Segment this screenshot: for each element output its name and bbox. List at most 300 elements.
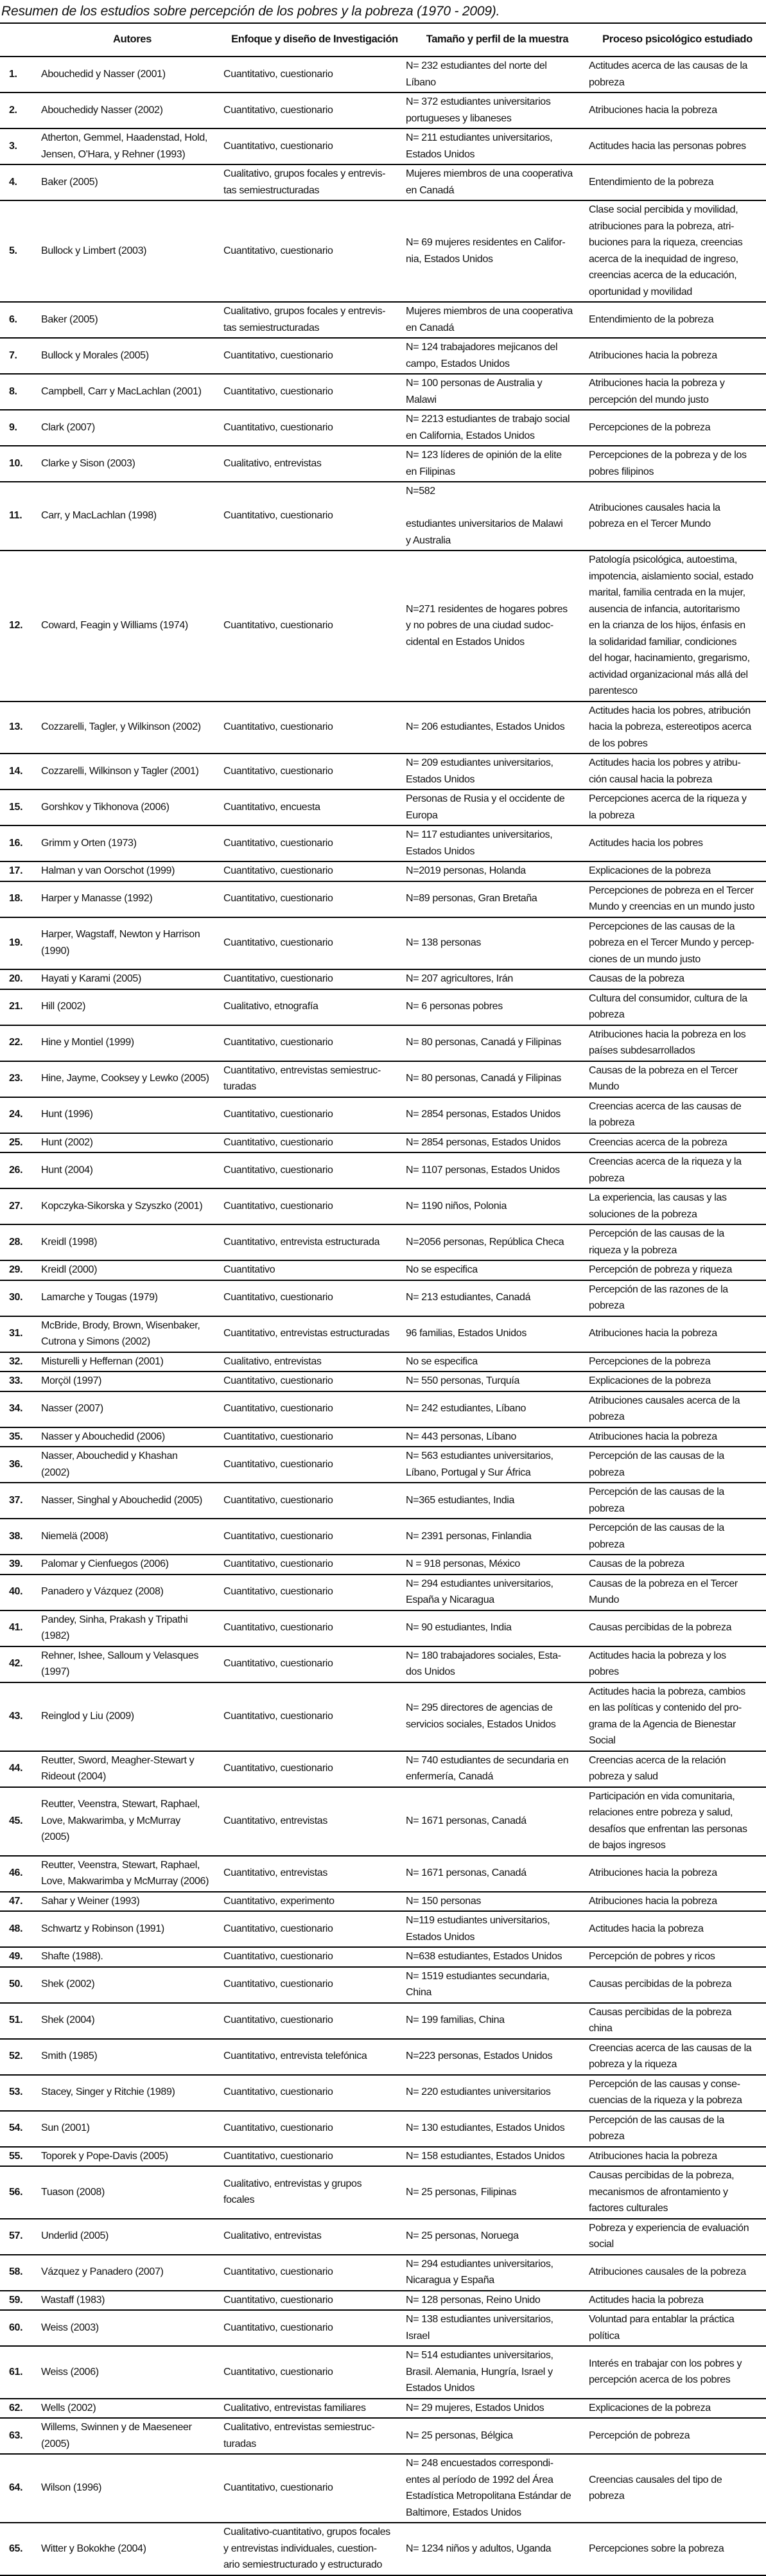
cell-autores: Underlid (2005) (41, 2230, 109, 2242)
cell-enfoque: Cuantitativo, cuestionario (223, 2366, 333, 2378)
cell-autores: Harper, Wagstaff, Newton y Harrison (1990) (41, 929, 200, 957)
row-number: 11. (9, 510, 22, 522)
table-row (0, 374, 766, 410)
cell-autores: Nasser, Singhal y Abouchedid (2005) (41, 1494, 203, 1506)
row-number: 21. (9, 1001, 23, 1012)
cell-autores: McBride, Brody, Brown, Wisenbaker, Cutrona y Simons (2002) (41, 1319, 200, 1347)
cell-autores: Wastaff (1983) (41, 2294, 105, 2306)
cell-proceso: Cultura del consumidor, cultura de la pobreza (589, 992, 747, 1020)
cell-autores: Clarke y Sison (2003) (41, 457, 135, 469)
cell-enfoque: Cualitativo, entrevistas (223, 2230, 322, 2242)
cell-enfoque: Cuantitativo, cuestionario (223, 837, 333, 849)
cell-proceso: Percepciones sobre la pobreza (589, 2543, 724, 2554)
table-row (0, 825, 766, 861)
table-row (0, 2166, 766, 2219)
cell-proceso: Creencias acerca de las causas de la pobreza y la riqueza (589, 2042, 752, 2070)
table-row (0, 2003, 766, 2039)
cell-proceso: Actitudes hacia la pobreza y los pobres (589, 1650, 726, 1677)
cell-enfoque: Cuantitativo, cuestionario (223, 2294, 333, 2306)
cell-proceso: Percepción de las causas de la pobreza (589, 2114, 724, 2142)
cell-muestra: N= 2854 personas, Estados Unidos (406, 1136, 561, 1148)
cell-enfoque: Cuantitativo, cuestionario (223, 1763, 333, 1774)
header-proceso: Proceso psicológico estudiado (602, 33, 753, 45)
cell-muestra: N= 211 estudiantes universitarios, Estados Unidos (406, 132, 553, 160)
cell-muestra: N= 2854 personas, Estados Unidos (406, 1109, 561, 1120)
table-row (0, 1372, 766, 1391)
cell-muestra: Mujeres miembros de una cooperativa en Canadá (406, 306, 573, 333)
cell-enfoque: Cuantitativo, cuestionario (223, 865, 333, 876)
cell-enfoque: Cualitativo, grupos focales y entrevis- tas semiestructuradas (223, 306, 386, 333)
table-row (0, 2219, 766, 2255)
cell-autores: Nasser (2007) (41, 1403, 103, 1415)
cell-enfoque: Cuantitativo, cuestionario (223, 1458, 333, 1470)
row-number: 25. (9, 1136, 23, 1148)
row-number: 40. (9, 1586, 23, 1598)
cell-enfoque: Cuantitativo, cuestionario (223, 1431, 333, 1442)
table-row (0, 1061, 766, 1097)
cell-enfoque: Cuantitativo, entrevistas estructuradas (223, 1328, 390, 1339)
cell-autores: Abouchedidy Nasser (2002) (41, 104, 163, 116)
cell-muestra: N= 69 mujeres residentes en Califor- nia, Estados Unidos (406, 237, 566, 265)
row-number: 35. (9, 1431, 23, 1442)
cell-muestra: N= 180 trabajadores sociales, Esta- dos Unidos (406, 1650, 561, 1677)
row-number: 52. (9, 2051, 23, 2062)
cell-proceso: Atribuciones causales acerca de la pobreza (589, 1395, 740, 1422)
row-number: 36. (9, 1458, 23, 1470)
cell-proceso: Actitudes hacia los pobres, atribución hacia la pobreza, estereotipos acerca de los pobres (589, 705, 751, 749)
row-number: 20. (9, 973, 23, 984)
row-number: 39. (9, 1558, 23, 1569)
row-number: 16. (9, 837, 23, 849)
cell-enfoque: Cuantitativo, cuestionario (223, 385, 333, 397)
table-row (0, 1097, 766, 1133)
row-number: 31. (9, 1328, 23, 1339)
cell-enfoque: Cuantitativo, cuestionario (223, 2015, 333, 2026)
cell-enfoque: Cuantitativo, cuestionario (223, 2150, 333, 2162)
cell-muestra: N= 25 personas, Bélgica (406, 2430, 513, 2441)
table-row (0, 1646, 766, 1682)
table-row (0, 338, 766, 374)
cell-muestra: N= 295 directores de agencias de servicios sociales, Estados Unidos (406, 1702, 556, 1730)
cell-enfoque: Cuantitativo, entrevistas semiestruc- turadas (223, 1064, 381, 1092)
cell-enfoque: Cuantitativo, cuestionario (223, 104, 333, 116)
cell-proceso: Actitudes hacia las personas pobres (589, 140, 746, 152)
cell-muestra: N= 100 personas de Australia y Malawi (406, 378, 543, 405)
cell-proceso: Explicaciones de la pobreza (589, 1375, 711, 1386)
cell-proceso: Percepción de pobres y ricos (589, 1951, 715, 1962)
cell-proceso: Creencias causales del tipo de pobreza (589, 2474, 722, 2501)
cell-muestra: N= 150 personas (406, 1895, 482, 1907)
row-number: 44. (9, 1763, 23, 1774)
row-number: 8. (9, 385, 17, 397)
cell-muestra: N= 242 estudiantes, Líbano (406, 1403, 527, 1415)
cell-autores: Carr, y MacLachlan (1998) (41, 510, 157, 522)
table-row (0, 2399, 766, 2419)
row-number: 45. (9, 1815, 23, 1826)
cell-autores: Abouchedid y Nasser (2001) (41, 68, 166, 80)
table-row (0, 1133, 766, 1153)
cell-proceso: Causas de la pobreza en el Tercer Mundo (589, 1578, 738, 1605)
cell-autores: Bullock y Morales (2005) (41, 349, 149, 361)
cell-autores: Wilson (1996) (41, 2482, 102, 2494)
cell-proceso: Atribuciones causales hacia la pobreza en el Tercer Mundo (589, 502, 720, 529)
row-number: 38. (9, 1530, 23, 1542)
cell-enfoque: Cuantitativo, cuestionario (223, 765, 333, 777)
cell-proceso: Percepción de pobreza y riqueza (589, 1264, 733, 1275)
cell-autores: Witter y Bokokhe (2004) (41, 2543, 146, 2554)
cell-proceso: Atribuciones hacia la pobreza (589, 1431, 717, 1442)
table-row (0, 701, 766, 754)
cell-enfoque: Cuantitativo, cuestionario (223, 1586, 333, 1598)
cell-enfoque: Cualitativo, grupos focales y entrevis- tas semiestructuradas (223, 168, 386, 196)
cell-autores: Hunt (1996) (41, 1109, 93, 1120)
cell-autores: Hunt (2004) (41, 1164, 93, 1176)
cell-autores: Rehner, Ishee, Salloum y Velasques (1997) (41, 1650, 199, 1677)
cell-proceso: Causas percibidas de la pobreza china (589, 2006, 732, 2034)
row-number: 62. (9, 2402, 23, 2413)
row-number: 33. (9, 1375, 23, 1386)
cell-enfoque: Cuantitativo, cuestionario (223, 893, 333, 904)
cell-autores: Shek (2004) (41, 2015, 95, 2026)
cell-muestra: N= 563 estudiantes universitarios, Líbano, Portugal y Sur África (406, 1451, 553, 1478)
cell-muestra: N=223 personas, Estados Unidos (406, 2051, 553, 2062)
cell-muestra: N= 248 encuestados correspondi- entes al período de 1992 del Área Estadística Metropolitana Estándar de Baltimore, Estados Unidos (406, 2458, 571, 2518)
cell-enfoque: Cualitativo, entrevistas familiares (223, 2402, 366, 2413)
cell-proceso: Interés en trabajar con los pobres y percepción acerca de los pobres (589, 2358, 742, 2386)
table-row (0, 1224, 766, 1260)
cell-muestra: N= 123 líderes de opinión de la elite en Filipinas (406, 450, 562, 477)
cell-proceso: Percepciones de la pobreza y de los pobres filipinos (589, 450, 747, 477)
table-row (0, 93, 766, 128)
cell-muestra: N=271 residentes de hogares pobres y no pobres de una ciudad sudoc- cidental en Estados Unidos (406, 603, 568, 648)
table-row (0, 861, 766, 881)
cell-enfoque: Cuantitativo, cuestionario (223, 937, 333, 948)
cell-enfoque: Cuantitativo, cuestionario (223, 421, 333, 433)
table-row (0, 1447, 766, 1483)
cell-enfoque: Cuantitativo, cuestionario (223, 2266, 333, 2278)
cell-enfoque: Cuantitativo (223, 1264, 275, 1275)
table-row (0, 1152, 766, 1188)
row-number: 30. (9, 1292, 23, 1303)
table-row (0, 2346, 766, 2399)
cell-muestra: N=2019 personas, Holanda (406, 865, 526, 876)
table-row (0, 790, 766, 825)
cell-proceso: Entendimiento de la pobreza (589, 313, 714, 325)
table-body (0, 57, 766, 2575)
cell-muestra: N= 514 estudiantes universitarios, Brasil. Alemania, Hungría, Israel y Estados Unidos (406, 2350, 553, 2394)
row-number: 10. (9, 457, 23, 469)
cell-muestra: N= 372 estudiantes universitarios portugueses y libaneses (406, 96, 551, 124)
cell-proceso: Clase social percibida y movilidad, atribuciones para la pobreza, atri- buciones para la riqueza, creencias acerca de la inequidad de ingreso, creencias acerca de la educación, oportunidad y movilidad (589, 204, 743, 297)
table-row (0, 1555, 766, 1575)
cell-autores: Wells (2002) (41, 2402, 96, 2413)
cell-muestra: N= 1107 personas, Estados Unidos (406, 1164, 560, 1176)
cell-proceso: Actitudes acerca de las causas de la pobreza (589, 60, 748, 88)
cell-proceso: Creencias acerca de la relación pobreza y salud (589, 1754, 726, 1782)
table-row (0, 302, 766, 338)
cell-autores: Schwartz y Robinson (1991) (41, 1923, 164, 1934)
table-row (0, 1575, 766, 1610)
cell-enfoque: Cuantitativo, cuestionario (223, 510, 333, 522)
table-row (0, 2075, 766, 2111)
table-row (0, 551, 766, 701)
row-number: 65. (9, 2543, 23, 2554)
row-number: 34. (9, 1403, 23, 1415)
cell-autores: Weiss (2003) (41, 2322, 99, 2333)
row-number: 47. (9, 1895, 23, 1907)
cell-autores: Baker (2005) (41, 313, 98, 325)
cell-proceso: Atribuciones hacia la pobreza (589, 104, 717, 116)
cell-proceso: Actitudes hacia los pobres (589, 837, 703, 849)
cell-muestra: No se especifica (406, 1264, 478, 1275)
cell-proceso: Causas percibidas de la pobreza, mecanismos de afrontamiento y factores culturales (589, 2170, 735, 2214)
cell-autores: Panadero y Vázquez (2008) (41, 1586, 164, 1598)
cell-muestra: N=365 estudiantes, India (406, 1494, 515, 1506)
row-number: 43. (9, 1710, 23, 1722)
cell-muestra: N= 207 agricultores, Irán (406, 973, 513, 984)
row-number: 24. (9, 1109, 23, 1120)
cell-autores: Coward, Feagin y Williams (1974) (41, 620, 188, 631)
cell-proceso: Percepciones de pobreza en el Tercer Mundo y creencias en un mundo justo (589, 885, 755, 912)
cell-muestra: N= 1671 personas, Canadá (406, 1815, 527, 1826)
cell-muestra: N= 1519 estudiantes secundaria, China (406, 1970, 550, 1998)
cell-enfoque: Cuantitativo, cuestionario (223, 140, 333, 152)
header-enfoque: Enfoque y diseño de Investigación (231, 33, 398, 45)
table-row (0, 1892, 766, 1912)
row-number: 41. (9, 1622, 23, 1634)
cell-proceso: Creencias acerca de las causas de la pobreza (589, 1100, 742, 1128)
cell-muestra: N=119 estudiantes universitarios, Estados Unidos (406, 1915, 550, 1943)
row-number: 18. (9, 893, 23, 904)
cell-enfoque: Cuantitativo, cuestionario (223, 1200, 333, 1212)
cell-muestra: N= 29 mujeres, Estados Unidos (406, 2402, 544, 2413)
cell-enfoque: Cuantitativo, cuestionario (223, 349, 333, 361)
table-row (0, 2291, 766, 2311)
cell-proceso: Atribuciones hacia la pobreza en los países subdesarrollados (589, 1028, 746, 1056)
row-number: 5. (9, 245, 17, 256)
cell-enfoque: Cualitativo, entrevistas (223, 457, 322, 469)
cell-proceso: Atribuciones hacia la pobreza y percepción del mundo justo (589, 378, 725, 405)
row-number: 50. (9, 1979, 23, 1990)
row-number: 54. (9, 2122, 23, 2134)
row-number: 63. (9, 2430, 23, 2441)
cell-enfoque: Cuantitativo, cuestionario (223, 620, 333, 631)
table-row (0, 989, 766, 1025)
row-number: 37. (9, 1494, 23, 1506)
table-row (0, 1682, 766, 1751)
cell-autores: Niemelä (2008) (41, 1530, 109, 1542)
cell-enfoque: Cuantitativo, cuestionario (223, 68, 333, 80)
cell-proceso: Causas percibidas de la pobreza (589, 1622, 732, 1634)
header-autores: Autores (113, 33, 152, 45)
table-row (0, 969, 766, 989)
cell-autores: Hunt (2002) (41, 1136, 93, 1148)
table-row (0, 1967, 766, 2003)
table-row (0, 1610, 766, 1646)
cell-muestra: N= 80 personas, Canadá y Filipinas (406, 1037, 562, 1048)
cell-muestra: N= 199 familias, China (406, 2015, 505, 2026)
cell-proceso: Explicaciones de la pobreza (589, 2402, 711, 2413)
table-row (0, 1025, 766, 1061)
cell-proceso: Actitudes hacia la pobreza, cambios en las políticas y contenido del pro- grama de la Agencia de Bienestar Social (589, 1686, 745, 1746)
cell-enfoque: Cuantitativo, entrevista estructurada (223, 1236, 380, 1248)
table-row (0, 1391, 766, 1427)
row-number: 26. (9, 1164, 23, 1176)
cell-proceso: Percepción de las causas de la pobreza (589, 1486, 724, 1514)
cell-enfoque: Cuantitativo, cuestionario (223, 1375, 333, 1386)
cell-proceso: Atribuciones hacia la pobreza (589, 2150, 717, 2162)
cell-muestra: N= 206 estudiantes, Estados Unidos (406, 721, 565, 732)
cell-proceso: Atribuciones causales de la pobreza (589, 2266, 746, 2278)
cell-autores: Vázquez y Panadero (2007) (41, 2266, 164, 2278)
cell-proceso: La experiencia, las causas y las soluciones de la pobreza (589, 1192, 727, 1220)
cell-enfoque: Cuantitativo, entrevistas (223, 1867, 328, 1879)
cell-autores: Palomar y Cienfuegos (2006) (41, 1558, 169, 1569)
row-number: 58. (9, 2266, 23, 2278)
cell-proceso: Creencias acerca de la riqueza y la pobreza (589, 1156, 742, 1184)
cell-muestra: N= 2391 personas, Finlandia (406, 1530, 532, 1542)
row-number: 3. (9, 140, 17, 152)
cell-autores: Harper y Manasse (1992) (41, 893, 153, 904)
table-row (0, 1911, 766, 1947)
cell-enfoque: Cuantitativo, cuestionario (223, 721, 333, 732)
cell-proceso: Entendimiento de la pobreza (589, 176, 714, 188)
row-number: 29. (9, 1264, 23, 1275)
cell-muestra: No se especifica (406, 1355, 478, 1367)
cell-proceso: Patología psicológica, autoestima, impotencia, aislamiento social, estado marital, familia centrada en la mujer, ausencia de infancia, autoritarismo en la crianza de los hijos, énfasis en la solidaridad familiar, condiciones del hogar, hacinamiento, gregarismo, actividad organizacional más allá del parentesco (589, 554, 754, 696)
table-row (0, 754, 766, 790)
cell-proceso: Percepciones de la pobreza (589, 421, 711, 433)
cell-enfoque: Cuantitativo, cuestionario (223, 2322, 333, 2333)
cell-muestra: N= 740 estudiantes de secundaria en enfermería, Canadá (406, 1754, 569, 1782)
cell-enfoque: Cuantitativo, cuestionario (223, 1710, 333, 1722)
cell-enfoque: Cuantitativo, cuestionario (223, 1136, 333, 1148)
studies-table (0, 22, 766, 2576)
cell-proceso: Causas de la pobreza (589, 973, 684, 984)
cell-enfoque: Cuantitativo, cuestionario (223, 1164, 333, 1176)
cell-autores: Reutter, Veenstra, Stewart, Raphael, Love, Makwarimba, y McMurray (2005) (41, 1799, 200, 1843)
table-row (0, 410, 766, 446)
row-number: 60. (9, 2322, 23, 2333)
table-row (0, 1856, 766, 1892)
cell-muestra: N=2056 personas, República Checa (406, 1236, 564, 1248)
cell-enfoque: Cuantitativo, cuestionario (223, 2086, 333, 2098)
cell-enfoque: Cuantitativo, entrevista telefónica (223, 2051, 367, 2062)
table-row (0, 1427, 766, 1447)
cell-enfoque: Cuantitativo, cuestionario (223, 245, 333, 256)
cell-autores: Campbell, Carr y MacLachlan (2001) (41, 385, 202, 397)
row-number: 28. (9, 1236, 23, 1248)
cell-proceso: Atribuciones hacia la pobreza (589, 1895, 717, 1907)
table-row (0, 128, 766, 164)
cell-muestra: N= 213 estudiantes, Canadá (406, 1292, 531, 1303)
table-row (0, 2111, 766, 2147)
cell-enfoque: Cuantitativo, cuestionario (223, 1658, 333, 1670)
cell-proceso: Pobreza y experiencia de evaluación social (589, 2222, 749, 2250)
cell-autores: Bullock y Limbert (2003) (41, 245, 147, 256)
table-row (0, 1787, 766, 1856)
cell-enfoque: Cuantitativo, cuestionario (223, 1530, 333, 1542)
row-number: 55. (9, 2150, 23, 2162)
cell-enfoque: Cuantitativo, cuestionario (223, 1494, 333, 1506)
cell-autores: Atherton, Gemmel, Haadenstad, Hold, Jensen, O'Hara, y Rehner (1993) (41, 132, 208, 160)
cell-proceso: Causas percibidas de la pobreza (589, 1979, 732, 1990)
table-row (0, 482, 766, 551)
cell-muestra: N= 1234 niños y adultos, Uganda (406, 2543, 552, 2554)
cell-enfoque: Cuantitativo, cuestionario (223, 1979, 333, 1990)
cell-autores: Kopczyka-Sikorska y Szyszko (2001) (41, 1200, 203, 1212)
cell-enfoque: Cuantitativo, cuestionario (223, 1403, 333, 1415)
row-number: 48. (9, 1923, 23, 1934)
cell-muestra: N= 443 personas, Líbano (406, 1431, 517, 1442)
cell-enfoque: Cuantitativo, entrevistas (223, 1815, 328, 1826)
cell-proceso: Participación en vida comunitaria, relaciones entre pobreza y salud, desafíos que enfrentan las personas de bajos ingresos (589, 1790, 747, 1851)
cell-proceso: Percepción de las causas de la pobreza (589, 1451, 724, 1478)
cell-autores: Baker (2005) (41, 176, 98, 188)
cell-muestra: Personas de Rusia y el occidente de Europa (406, 793, 565, 821)
cell-autores: Clark (2007) (41, 421, 95, 433)
cell-autores: Morçöl (1997) (41, 1375, 102, 1386)
table-row (0, 1280, 766, 1316)
cell-autores: Halman y van Oorschot (1999) (41, 865, 175, 876)
row-number: 12. (9, 620, 23, 631)
row-number: 49. (9, 1951, 23, 1962)
table-row (0, 2523, 766, 2575)
cell-autores: Nasser, Abouchedid y Khashan (2002) (41, 1451, 178, 1478)
table-row (0, 917, 766, 970)
cell-proceso: Causas de la pobreza (589, 1558, 684, 1569)
cell-autores: Reutter, Veenstra, Stewart, Raphael, Love, Makwarimba y McMurray (2006) (41, 1859, 209, 1887)
table-row (0, 164, 766, 200)
cell-autores: Smith (1985) (41, 2051, 98, 2062)
cell-autores: Nasser y Abouchedid (2006) (41, 1431, 165, 1442)
cell-enfoque: Cualitativo, etnografía (223, 1001, 318, 1012)
cell-muestra: Mujeres miembros de una cooperativa en Canadá (406, 168, 573, 196)
row-number: 42. (9, 1658, 23, 1670)
row-number: 14. (9, 765, 23, 777)
cell-autores: Stacey, Singer y Ritchie (1989) (41, 2086, 175, 2098)
cell-proceso: Actitudes hacia la pobreza (589, 1923, 704, 1934)
cell-autores: Pandey, Sinha, Prakash y Tripathi (1982) (41, 1614, 188, 1641)
cell-proceso: Percepción de las razones de la pobreza (589, 1284, 728, 1311)
cell-enfoque: Cuantitativo, cuestionario (223, 1292, 333, 1303)
cell-enfoque: Cuantitativo, experimento (223, 1895, 335, 1907)
table-row (0, 2418, 766, 2454)
table-row (0, 2039, 766, 2075)
row-number: 17. (9, 865, 23, 876)
cell-proceso: Explicaciones de la pobreza (589, 865, 711, 876)
cell-proceso: Atribuciones hacia la pobreza (589, 1867, 717, 1879)
cell-proceso: Percepción de pobreza (589, 2430, 690, 2441)
row-number: 7. (9, 349, 17, 361)
row-number: 1. (9, 68, 17, 80)
row-number: 32. (9, 1355, 23, 1367)
cell-autores: Sun (2001) (41, 2122, 90, 2134)
row-number: 59. (9, 2294, 23, 2306)
row-number: 61. (9, 2366, 23, 2378)
row-number: 53. (9, 2086, 23, 2098)
cell-muestra: N= 1190 niños, Polonia (406, 1200, 507, 1212)
row-number: 23. (9, 1073, 23, 1084)
cell-autores: Willems, Swinnen y de Maeseneer (2005) (41, 2422, 192, 2449)
cell-proceso: Percepción de las causas de la pobreza (589, 1522, 724, 1550)
cell-enfoque: Cualitativo-cuantitativo, grupos focales y entrevistas individuales, cuestion- ario semiestructurado y estructurado (223, 2527, 390, 2570)
cell-muestra: N= 138 personas (406, 937, 482, 948)
cell-autores: Shek (2002) (41, 1979, 95, 1990)
cell-muestra: N= 209 estudiantes universitarios, Estados Unidos (406, 757, 553, 785)
cell-muestra: N=89 personas, Gran Bretaña (406, 893, 537, 904)
row-number: 57. (9, 2230, 23, 2242)
